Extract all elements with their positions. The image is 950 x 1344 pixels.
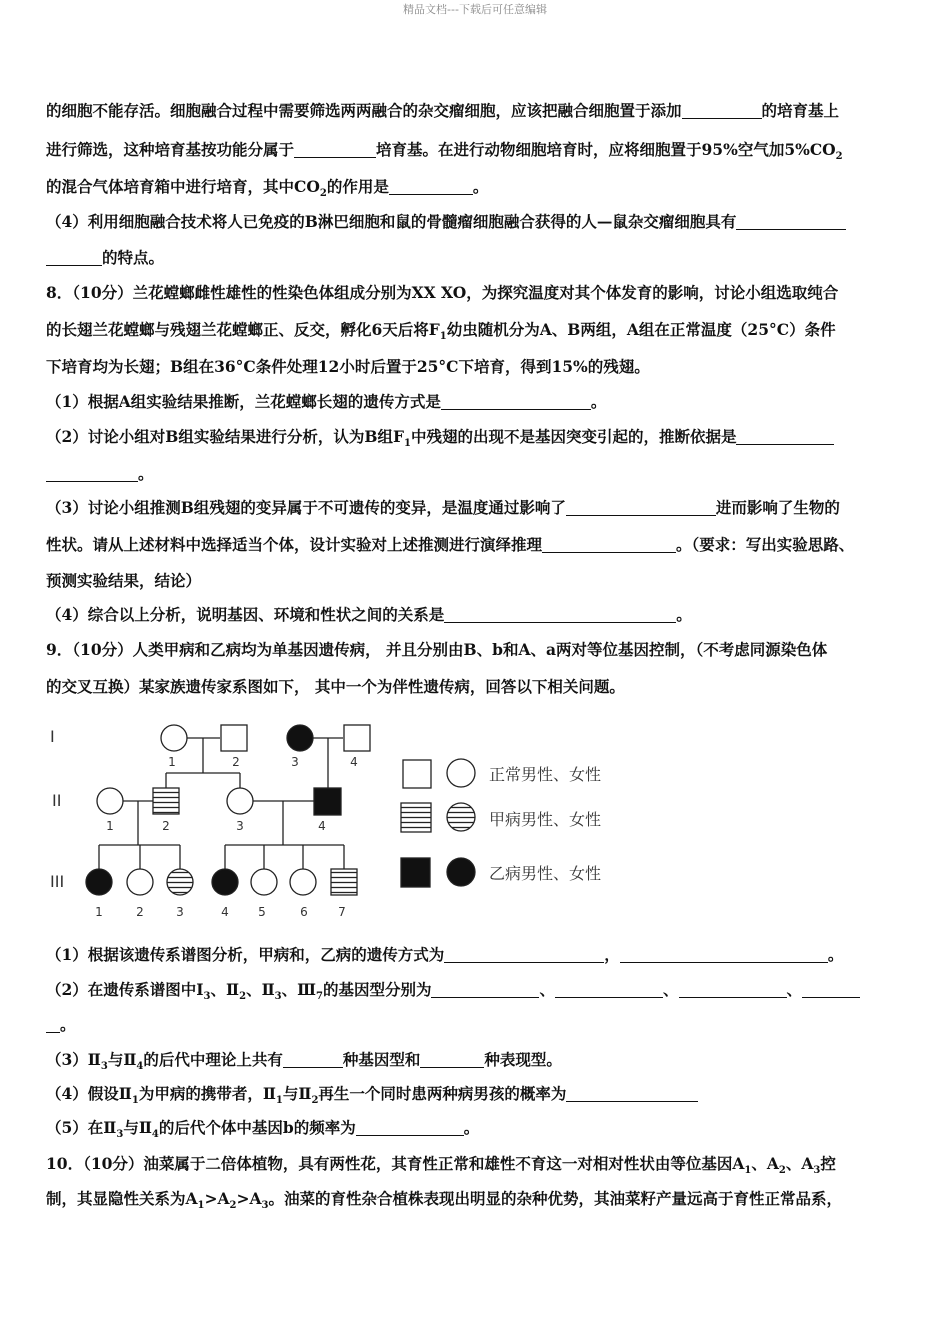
gen1-2-male-normal [221,725,247,751]
gen1-4-male-normal [344,725,370,751]
question-9-line: 的交叉互换）某家族遗传家系图如下， 其中一个为伴性遗传病，回答以下相关问题。 [46,677,625,696]
gen3-7-male-disease-a [331,869,357,895]
gen3-1-female-disease-b [86,869,112,895]
gen2-num: 2 [162,819,170,833]
answer-blank[interactable] [566,1085,698,1102]
question-9-2-cont: 。 [46,1015,76,1035]
gen3-num: 5 [258,905,266,919]
legend-female-disease-b [447,858,475,886]
question-8-line: 8．（10分）兰花螳螂雌性雄性的性染色体组成分别为XX XO，为探究温度对其个体发育的影响，讨论小组选取纯合 [46,283,839,302]
legend-male-disease-b [401,858,430,887]
answer-blank[interactable] [802,981,860,998]
question-9-line: 9．（10分）人类甲病和乙病均为单基因遗传病， 并且分别由B、b和A、a两对等位基因控制，（不考虑同源染色体 [46,640,828,659]
question-8-line: 的长翅兰花螳螂与残翅兰花螳螂正、反交，孵化6天后将$F_1$幼虫随机分为A、B两组，A组在正常温度（25°C）条件 [46,320,836,343]
legend-label-disease-b: 乙病男性、女性 [489,864,602,883]
question-8-2: （2）讨论小组对B组实验结果进行分析，认为B组$F_1$中残翅的出现不是基因突变引起的，推断依据是 [46,427,834,447]
gen2-num: 4 [318,819,326,833]
gen3-3-female-disease-a [167,869,193,895]
answer-blank[interactable] [620,946,828,963]
answer-blank[interactable] [46,1016,60,1033]
gen1-num: 1 [168,755,176,769]
gen3-num: 6 [300,905,308,919]
answer-blank[interactable] [356,1119,464,1136]
question-8-2-cont: 。 [46,464,154,484]
answer-blank[interactable] [555,981,663,998]
gen3-num: 2 [136,905,144,919]
answer-blank[interactable] [679,981,787,998]
gen3-2-female-normal [127,869,153,895]
question-9-1: （1）根据该遗传系谱图分析，甲病和，乙病的遗传方式为 ， 。 [46,945,844,964]
question-9-3: $(3)Ⅱ_3$与$Ⅱ_4$的后代中理论上共有 种基因型和 种表现型。 [46,1050,562,1073]
gen1-1-female-normal [161,725,187,751]
legend-female-disease-a [447,803,475,831]
gen2-2-male-disease-a [153,788,179,814]
text-line: 的特点。 [46,248,164,268]
gen2-3-female-normal [227,788,253,814]
gen-label-3: III [50,872,65,891]
gen1-num: 4 [350,755,358,769]
legend-label-normal: 正常男性、女性 [489,765,602,784]
text-line: （4）利用细胞融合技术将人已免疫的B淋巴细胞和鼠的骨髓瘤细胞融合获得的人—鼠杂交瘤细胞具有 [46,212,846,232]
question-8-1: （1）根据A组实验结果推断，兰花螳螂长翅的遗传方式是 。 [46,392,607,411]
legend-male-normal [403,760,431,788]
gen3-5-female-normal [251,869,277,895]
text-line: 的混合气体培育箱中进行培育，其中$CO_2$的作用是 。 [46,177,489,200]
gen1-num: 2 [232,755,240,769]
gen1-num: 3 [291,755,299,769]
text-line: 的细胞不能存活。细胞融合过程中需要筛选两两融合的杂交瘤细胞，应该把融合细胞置于添加 的培育基上 [46,101,840,120]
answer-blank[interactable] [420,1051,484,1068]
legend-label-disease-a: 甲病男性、女性 [489,810,602,829]
gen2-4-male-disease-b [314,788,341,815]
gen3-num: 4 [221,905,229,919]
question-8-3: （3）讨论小组推测B组残翅的变异属于不可遗传的变异，是温度通过影响了 进而影响了生物的 [46,498,840,517]
legend-female-normal [447,759,475,787]
gen2-1-female-normal [97,788,123,814]
gen3-6-female-normal [290,869,316,895]
page-header: 精品文档---下载后可任意编辑 [403,3,547,16]
gen3-num: 3 [176,905,184,919]
answer-blank[interactable] [444,946,604,963]
gen2-num: 3 [236,819,244,833]
gen2-num: 1 [106,819,114,833]
gen3-4-female-disease-b [212,869,238,895]
question-9-5: （5）在$Ⅱ_3$与$Ⅱ_4$的后代个体中基因b的频率为 。 [46,1118,480,1141]
gen-label-2: II [52,791,62,810]
question-10-line: 制，其显隐性关系为$A_1>A_2>A_3$。油菜的育性杂合植株表现出明显的杂种优势，其油菜籽产量远高于育性正常品系， [46,1189,842,1212]
question-8-3-cont: 预测实验结果，结论） [46,571,202,590]
question-9-2: （2）在遗传系谱图中$I_3$、$Ⅱ_2$、$Ⅱ_3$、$Ⅲ_7$的基因型分别为 、 、 、 [46,980,860,1000]
question-8-line: 下培育均为长翅；B组在36°C条件处理12小时后置于25°C下培育，得到15%的残翅。 [46,357,650,376]
gen3-num: 1 [95,905,103,919]
legend-male-disease-a [401,803,431,832]
gen-label-1: I [50,727,55,746]
question-9-4: （4）假设$Ⅱ_1$为甲病的携带者，$Ⅱ_1$与$Ⅱ_2$再生一个同时患两种病男孩的概率为 [46,1084,698,1104]
question-8-3-cont: 性状。请从上述材料中选择适当个体，设计实验对上述推测进行演绎推理 。（要求：写出实验思路、 [46,535,855,554]
gen1-3-female-disease-b [287,725,313,751]
question-10-line: 10．（10分）油菜属于二倍体植物，具有两性花，其育性正常和雄性不育这一对相对性状由等位基因$A_1$、$A_2$、$A_3$控 [46,1154,836,1177]
answer-blank[interactable] [431,981,539,998]
question-8-4: （4）综合以上分析，说明基因、环境和性状之间的关系是 。 [46,605,692,624]
gen3-num: 7 [338,905,346,919]
text-line: 进行筛选，这种培育基按功能分属于 培育基。在进行动物细胞培育时，应将细胞置于95%空气加$5\%CO_2$ [46,140,843,163]
answer-blank[interactable] [283,1051,343,1068]
